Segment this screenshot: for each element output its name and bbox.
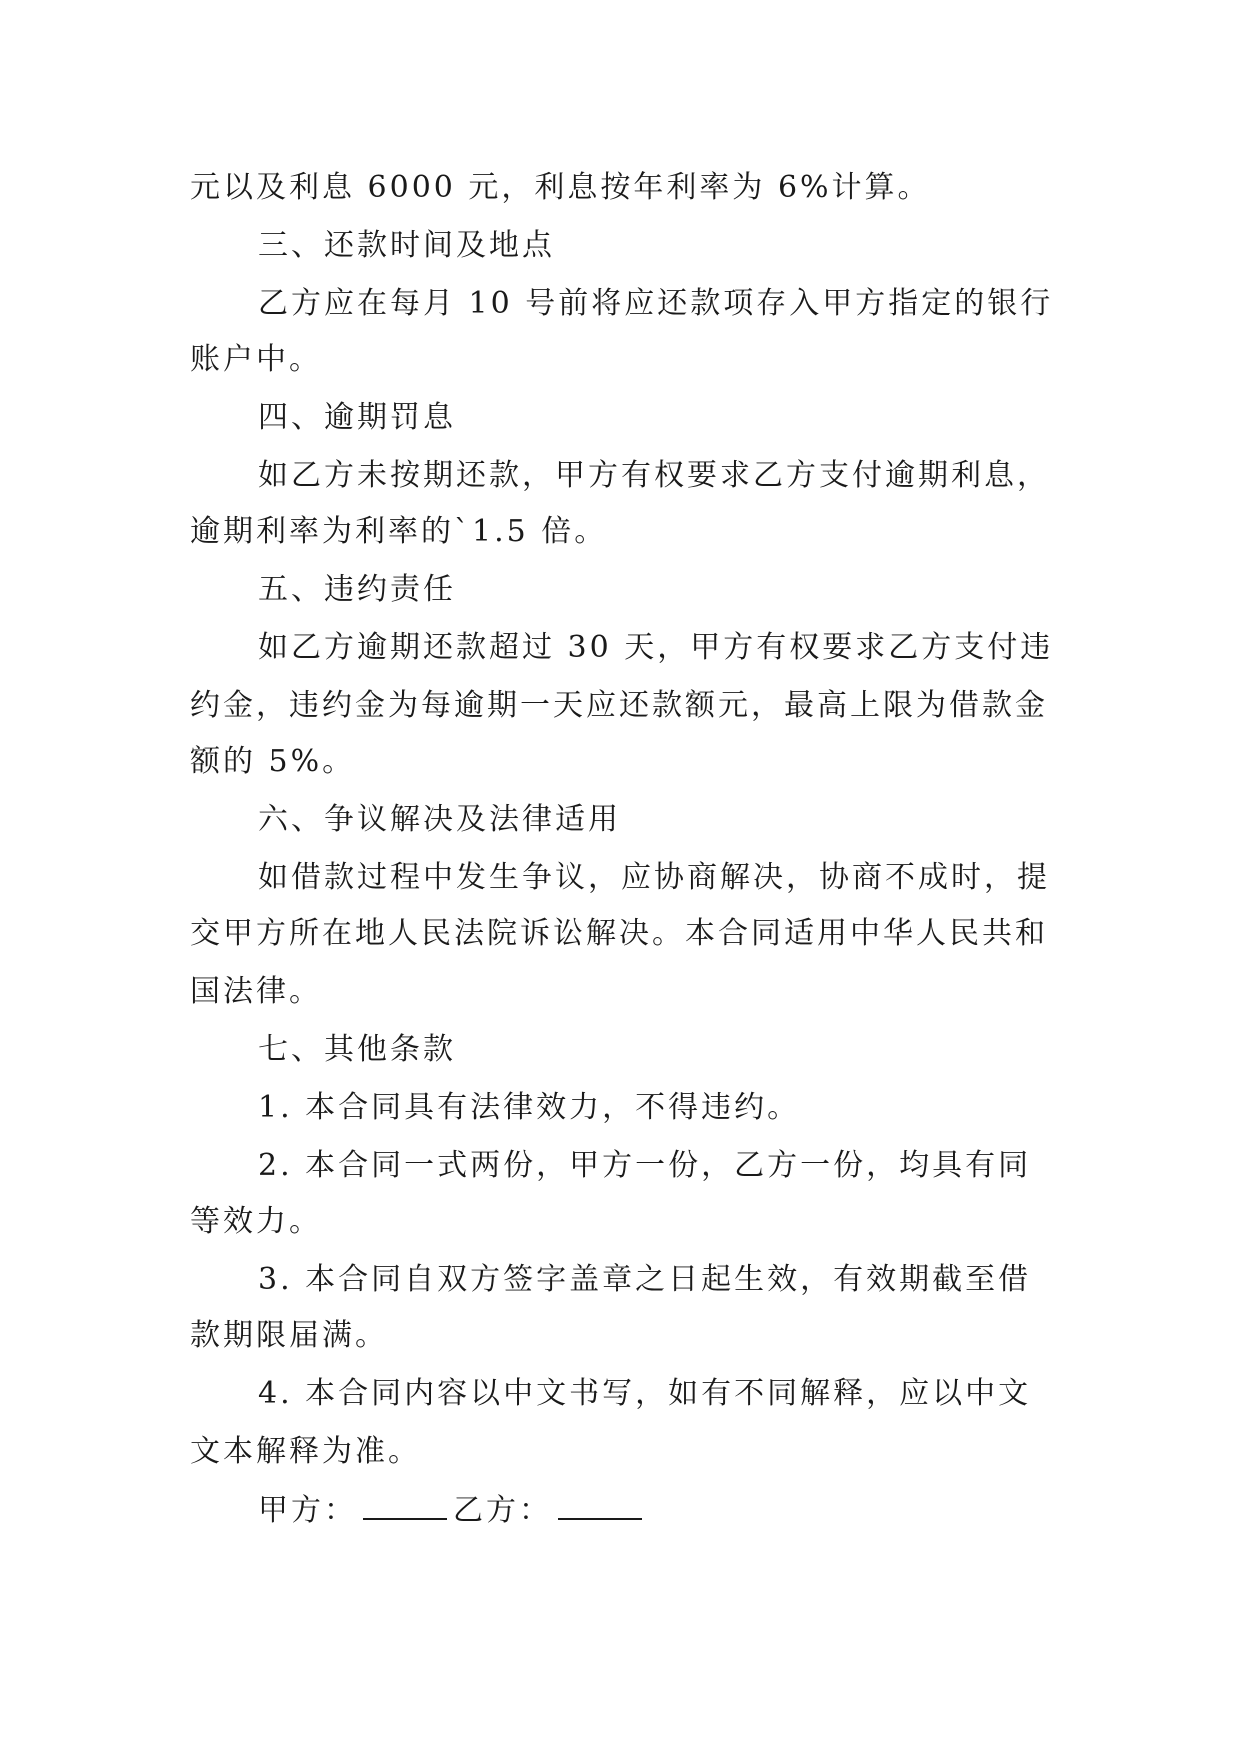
section-heading-overdue: 四、逾期罚息 bbox=[258, 400, 456, 435]
other-clause-line: 3. 本合同自双方签字盖章之日起生效，有效期截至借 bbox=[258, 1262, 1032, 1297]
party-a-label: 甲方： bbox=[258, 1493, 357, 1528]
party-b-signature-blank[interactable] bbox=[558, 1490, 642, 1520]
other-clause-line: 4. 本合同内容以中文书写，如有不同解释，应以中文 bbox=[258, 1376, 1032, 1411]
other-clause-line: 文本解释为准。 bbox=[190, 1434, 421, 1469]
breach-paragraph-line: 额的 5%。 bbox=[190, 744, 356, 779]
other-clause-line: 等效力。 bbox=[190, 1204, 322, 1239]
breach-paragraph-line: 如乙方逾期还款超过 30 天，甲方有权要求乙方支付违 bbox=[258, 630, 1054, 665]
other-clause-line: 1. 本合同具有法律效力，不得违约。 bbox=[258, 1090, 801, 1125]
dispute-paragraph-line: 交甲方所在地人民法院诉讼解决。本合同适用中华人民共和 bbox=[190, 916, 1048, 951]
section-heading-breach: 五、违约责任 bbox=[258, 572, 456, 607]
party-b-label: 乙方： bbox=[453, 1493, 552, 1528]
overdue-paragraph-line: 如乙方未按期还款，甲方有权要求乙方支付逾期利息， bbox=[258, 458, 1050, 493]
other-clause-line: 款期限届满。 bbox=[190, 1318, 388, 1353]
dispute-paragraph-line: 如借款过程中发生争议，应协商解决，协商不成时，提 bbox=[258, 860, 1050, 895]
party-a-signature-blank[interactable] bbox=[363, 1490, 447, 1520]
overdue-paragraph-line: 逾期利率为利率的`1.5 倍。 bbox=[190, 514, 608, 549]
repayment-paragraph-line: 账户中。 bbox=[190, 342, 322, 377]
section-heading-repayment: 三、还款时间及地点 bbox=[258, 228, 555, 263]
dispute-paragraph-line: 国法律。 bbox=[190, 974, 322, 1009]
signature-line bbox=[258, 1490, 648, 1531]
other-clause-line: 2. 本合同一式两份，甲方一份，乙方一份，均具有同 bbox=[258, 1148, 1032, 1183]
breach-paragraph-line: 约金，违约金为每逾期一天应还款额元，最高上限为借款金 bbox=[190, 688, 1048, 723]
interest-clause-continuation: 元以及利息 6000 元，利息按年利率为 6%计算。 bbox=[190, 170, 931, 205]
section-heading-other: 七、其他条款 bbox=[258, 1032, 456, 1067]
section-heading-dispute: 六、争议解决及法律适用 bbox=[258, 802, 621, 837]
repayment-paragraph-line: 乙方应在每月 10 号前将应还款项存入甲方指定的银行 bbox=[258, 286, 1054, 321]
